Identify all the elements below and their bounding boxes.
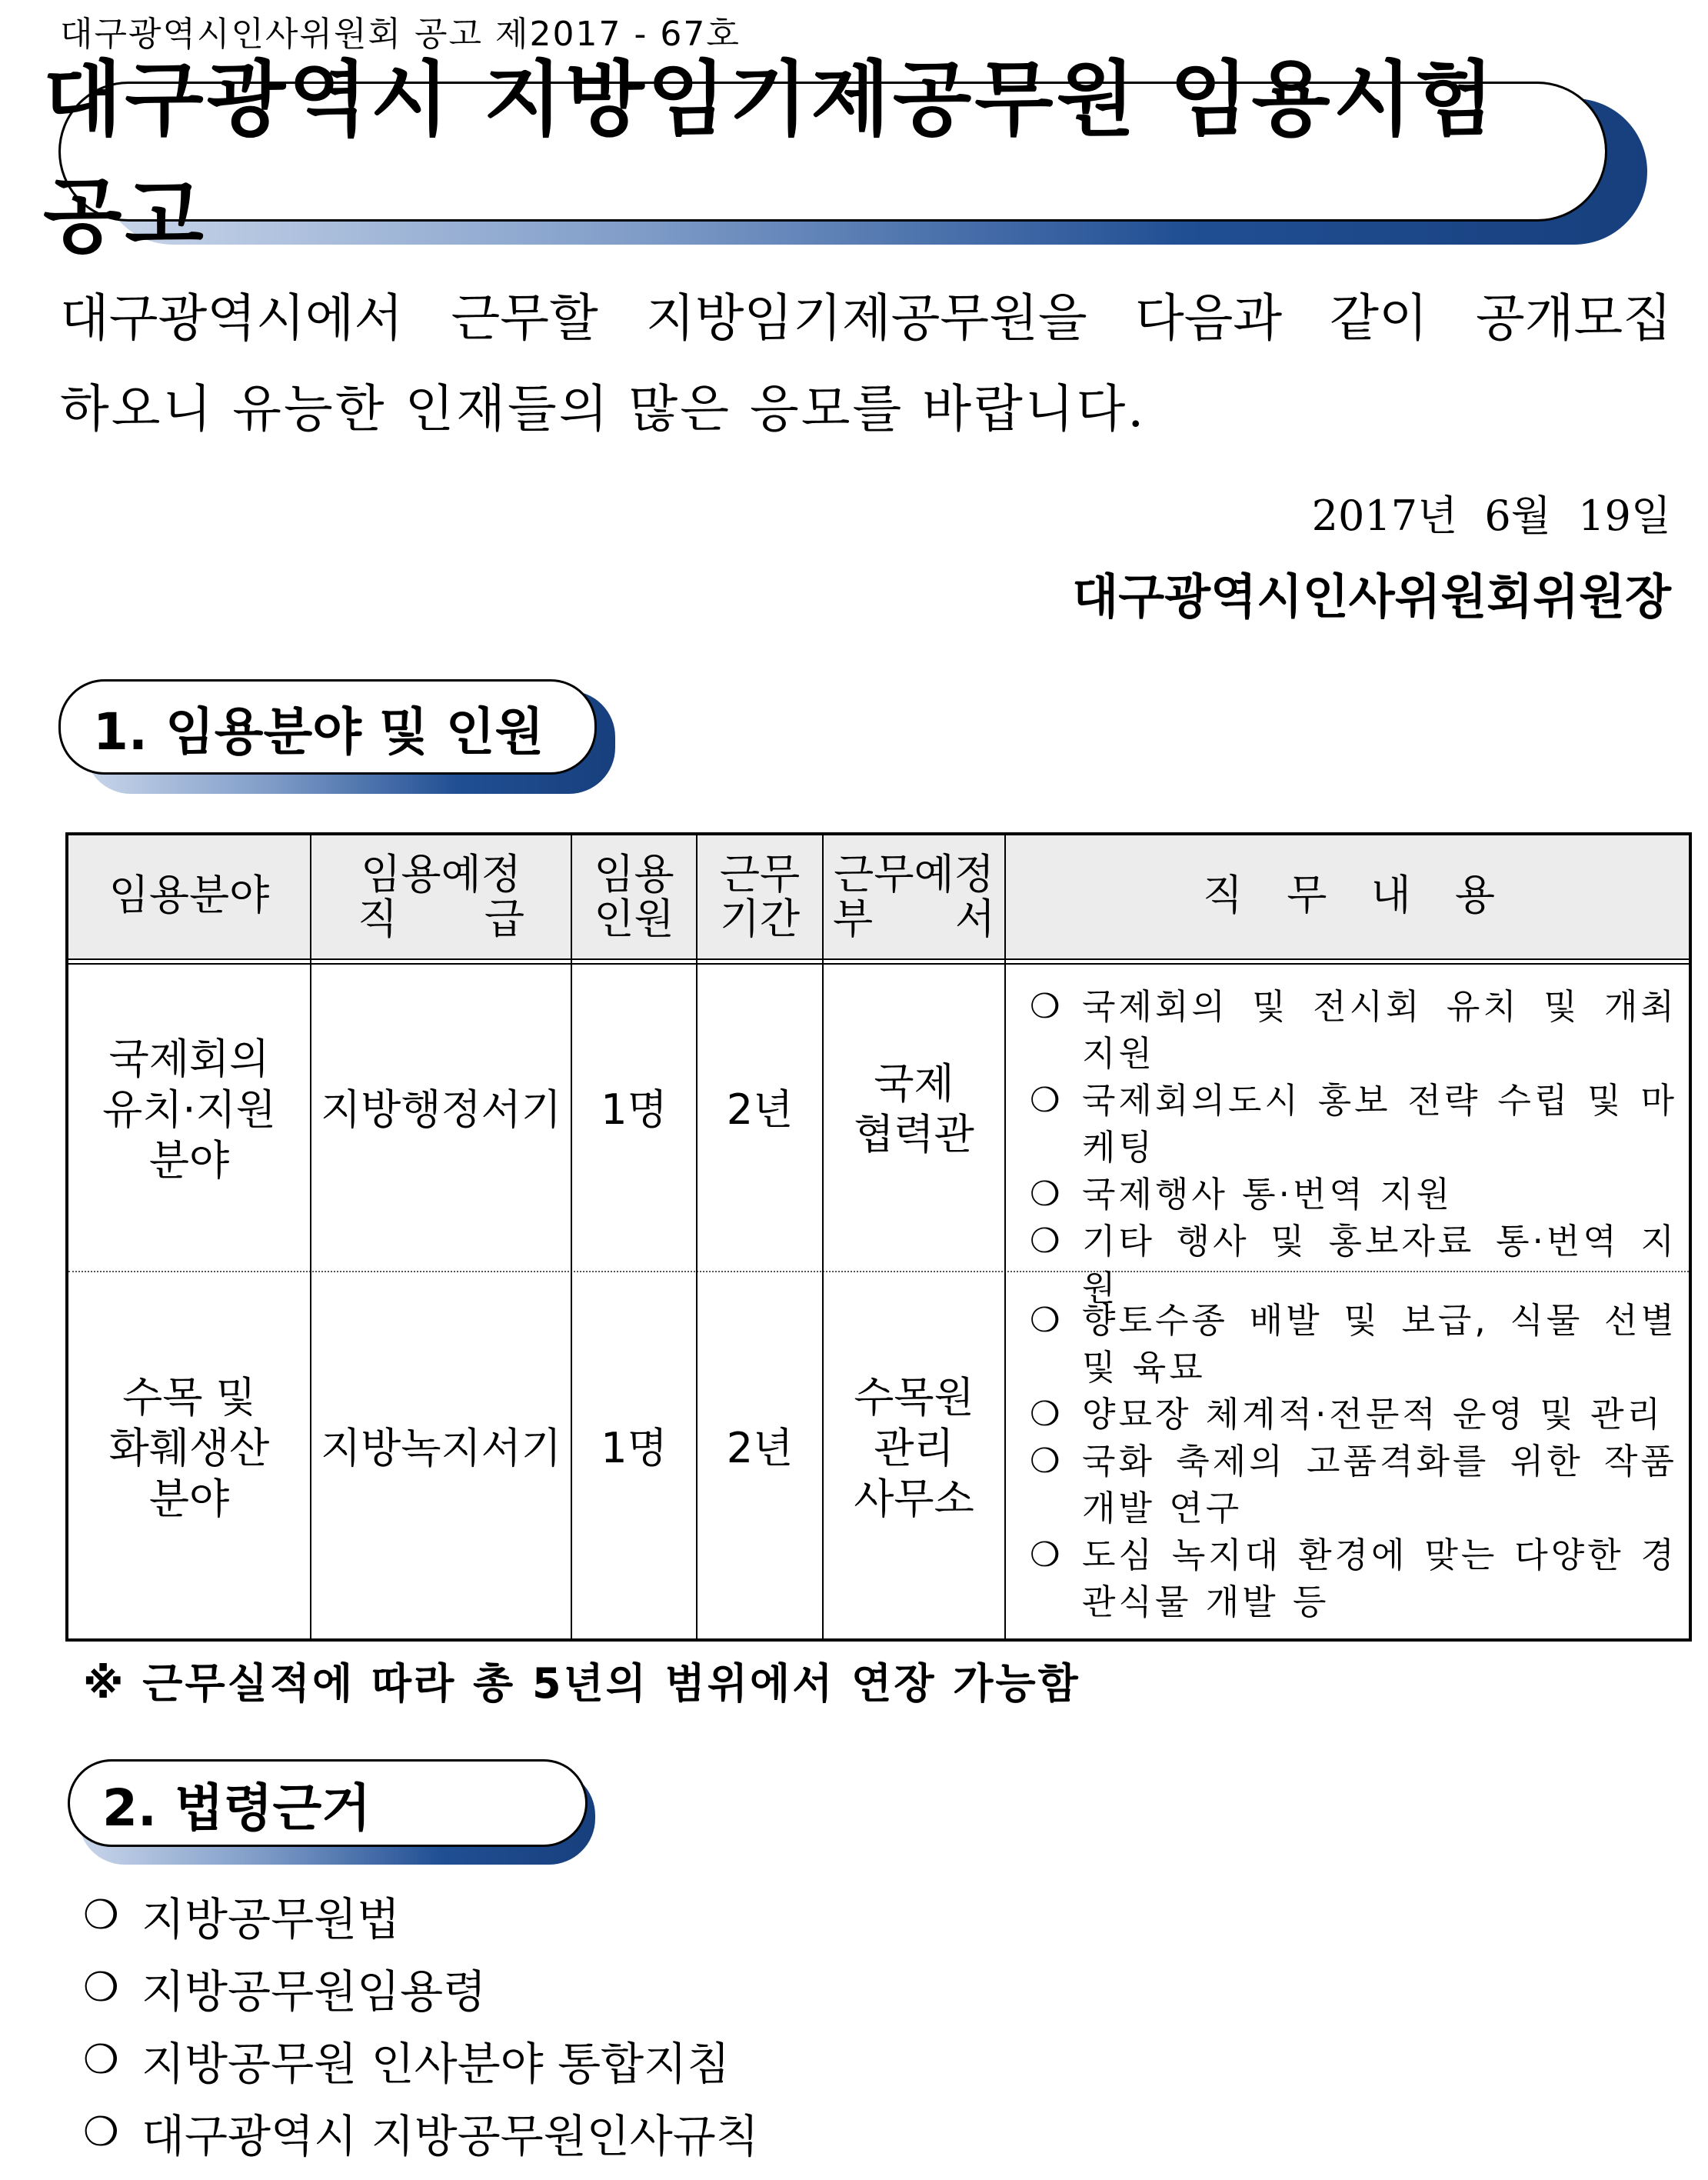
col-header-grade-l1: 임용예정 — [361, 850, 521, 898]
section2-title: 2. 법령근거 — [102, 1778, 371, 1838]
col-header-period: 근무 기간 — [719, 850, 801, 943]
row1-duties — [1030, 983, 1677, 1312]
row2-duties — [1030, 1297, 1677, 1625]
duty-item: ❍ 양묘장 체계적·전문적 운영 및 관리 — [1030, 1391, 1677, 1438]
circle-bullet-icon: ❍ — [1030, 1301, 1060, 1340]
duty-item: ❍ 국제회의도시 홍보 전략 수립 및 마케팅 — [1030, 1077, 1677, 1171]
law-item: ❍ 지방공무원법 — [83, 1892, 401, 1945]
col-header-field: 임용분야 — [108, 871, 270, 919]
row2-period: 2년 — [726, 1424, 794, 1472]
circle-bullet-icon: ❍ — [1030, 987, 1060, 1026]
footnote: ※ 근무실적에 따라 총 5년의 범위에서 연장 가능함 — [83, 1659, 1080, 1708]
col-header-department: 근무예정 부 서 — [833, 850, 995, 943]
recruitment-table — [65, 832, 1692, 1642]
notice-date: 2017년 6월 19일 — [1311, 492, 1671, 540]
page-title: 대구광역시 지방임기제공무원 임용시험 공고 — [43, 52, 1497, 264]
row1-field: 국제회의 유치·지원 분야 — [102, 1035, 276, 1185]
intro-text-line2: 하오니 유능한 인재들의 많은 응모를 바랍니다. — [60, 379, 1147, 438]
intro-text-line1: 대구광역시에서 근무할 지방임기제공무원을 다음과 같이 공개모집 — [60, 288, 1672, 348]
duty-item: ❍ 도심 녹지대 환경에 맞는 다양한 경관식물 개발 등 — [1030, 1532, 1677, 1625]
row1-grade: 지방행정서기 — [321, 1085, 561, 1134]
circle-bullet-icon: ❍ — [1030, 1395, 1060, 1434]
col-header-duties: 직 무 내 용 — [1202, 871, 1496, 919]
circle-bullet-icon: ❍ — [83, 2037, 119, 2083]
col-header-grade-l2: 직 급 — [358, 895, 524, 943]
circle-bullet-icon: ❍ — [83, 2109, 119, 2155]
row1-count: 1명 — [601, 1085, 668, 1134]
duty-item: ❍ 국화 축제의 고품격화를 위한 작품 개발 연구 — [1030, 1438, 1677, 1532]
law-item: ❍ 지방공무원임용령 — [83, 1965, 487, 2018]
circle-bullet-icon: ❍ — [1030, 1535, 1060, 1575]
row2-count: 1명 — [601, 1424, 668, 1472]
law-item: ❍ 지방공무원 인사분야 통합지침 — [83, 2037, 731, 2090]
circle-bullet-icon: ❍ — [1030, 1081, 1060, 1120]
section1-header — [58, 679, 597, 775]
circle-bullet-icon: ❍ — [1030, 1175, 1060, 1214]
row1-period: 2년 — [726, 1085, 794, 1134]
circle-bullet-icon: ❍ — [83, 1965, 119, 2011]
section2-header — [68, 1759, 588, 1847]
duty-item: ❍ 국제회의 및 전시회 유치 및 개최 지원 — [1030, 983, 1677, 1077]
circle-bullet-icon: ❍ — [1030, 1442, 1060, 1481]
col-header-count: 임용 인원 — [594, 850, 674, 943]
duty-item: ❍ 기타 행사 및 홍보자료 통·번역 지원 — [1030, 1218, 1677, 1312]
issuer: 대구광역시인사위원회위원장 — [1072, 568, 1671, 625]
row2-field: 수목 및 화훼생산 분야 — [108, 1373, 270, 1523]
duty-item: ❍ 향토수종 배발 및 보급, 식물 선별 및 육묘 — [1030, 1297, 1677, 1391]
duty-item: ❍ 국제행사 통·번역 지원 — [1030, 1171, 1677, 1218]
row1-department: 국제 협력관 — [854, 1059, 974, 1158]
col-header-grade — [311, 852, 571, 942]
circle-bullet-icon: ❍ — [83, 1892, 119, 1938]
notice-number: 대구광역시인사위원회 공고 제2017 - 67호 — [60, 15, 741, 54]
law-item: ❍ 대구광역시 지방공무원인사규칙 — [83, 2109, 759, 2162]
row2-department: 수목원 관리 사무소 — [854, 1373, 974, 1523]
circle-bullet-icon: ❍ — [1030, 1222, 1060, 1261]
row2-grade: 지방녹지서기 — [321, 1424, 561, 1472]
section1-title: 1. 임용분야 및 인원 — [93, 702, 544, 762]
